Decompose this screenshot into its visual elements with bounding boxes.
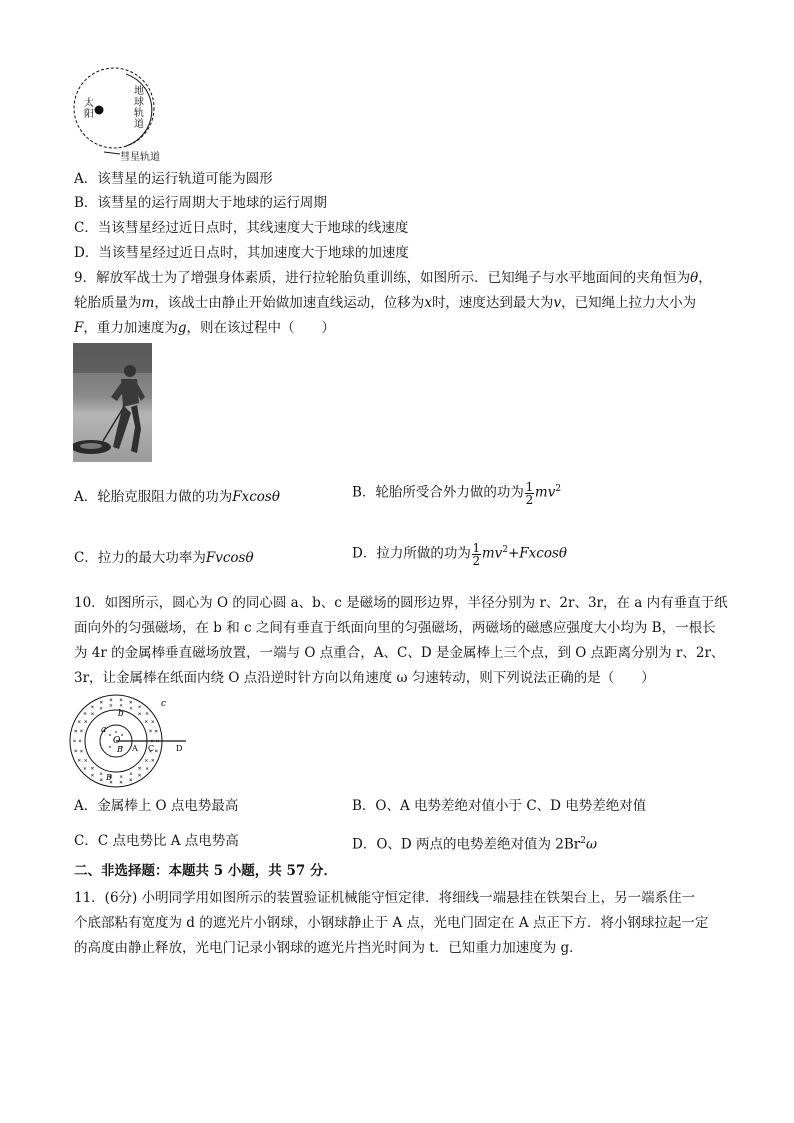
earth-orbit-label	[134, 86, 144, 130]
q9-option-b-square: 2	[555, 484, 562, 494]
q9-option-d-square: 2	[502, 545, 508, 555]
q9-option-d	[352, 541, 567, 567]
q8-option-a: A．该彗星的运行轨道可能为圆形	[74, 171, 273, 187]
field-into-page-mark	[100, 773, 102, 775]
soldier-tire-photo	[73, 343, 152, 462]
q9-text: 轮胎质量为	[74, 295, 142, 311]
field-into-page-mark	[75, 750, 77, 752]
field-into-page-mark	[100, 701, 102, 703]
q11-line1: 11．(6分) 小明同学用如图所示的装置验证机械能守恒定律．将细线一端悬挂在铁架台上，另一端系住一	[74, 890, 696, 906]
q9-option-d-tail: +Fxcosθ	[508, 545, 568, 562]
frac-num: 1	[525, 479, 534, 494]
field-into-page-mark	[138, 774, 140, 776]
field-into-page-mark	[155, 730, 157, 732]
q10-stem-line4: 3r，让金属棒在纸面内绕 O 点沿逆时针方向以角速度 ω 匀速转动，则下列说法正确的是（ ）	[74, 670, 655, 686]
field-into-page-mark	[152, 759, 154, 761]
q9-v: v	[553, 295, 562, 311]
sun-label-line1: 太	[84, 98, 94, 109]
field-into-page-mark	[120, 699, 122, 701]
section-2-heading: 二、非选择题：本题共 5 小题，共 57 分．	[74, 863, 337, 879]
q8-option-c: C．当该彗星经过近日点时，其线速度大于地球的线速度	[74, 220, 409, 236]
field-into-page-mark	[138, 767, 140, 769]
q9-option-a-expr: Fxcosθ	[232, 489, 280, 505]
field-into-page-mark	[91, 706, 93, 708]
q10-option-d-square: 2	[580, 836, 586, 846]
frac-den: 2	[472, 553, 481, 568]
field-into-page-mark	[138, 713, 140, 715]
q9-option-d-text: D．拉力所做的功为	[352, 545, 471, 562]
q10-stem-line3: 为 4r 的金属棒垂直磁场放置，一端与 O 点重合，A、C、D 是金属棒上三个点，到 O 点距离分别为 r、2r、	[74, 645, 725, 661]
field-into-page-mark	[130, 707, 132, 709]
field-into-page-mark	[91, 774, 93, 776]
q10-stem-line1: 10．如图所示，圆心为 O 的同心圆 a、b、c 是磁场的圆形边界，半径分别为 r、2r、3r，在 a 内有垂直于纸	[74, 595, 728, 611]
q10-option-d-text: D．O、D 两点的电势差绝对值为 2Br	[352, 836, 581, 853]
q10-stem-line2: 面向外的匀强磁场，在 b 和 c 之间有垂直于纸面向里的匀强磁场，两磁场的磁感应强度大小均为 B，一根长	[74, 620, 716, 636]
q9-option-d-fraction	[472, 542, 481, 567]
field-into-page-mark	[75, 730, 77, 732]
q9-m: m	[141, 295, 155, 311]
field-into-page-mark	[73, 740, 75, 742]
field-into-page-mark	[78, 721, 80, 723]
fig-label-c: c	[161, 699, 167, 709]
frac-den: 2	[525, 492, 534, 507]
q8-option-d: D．当该彗星经过近日点时，其加速度大于地球的加速度	[74, 245, 409, 261]
q9-g: g	[177, 320, 187, 336]
q10-option-d-omega: ω	[586, 836, 598, 853]
field-into-page-mark	[80, 750, 82, 752]
fig-label-A: A	[132, 744, 138, 753]
q9-F: F	[74, 320, 84, 336]
comet-label-leader	[104, 150, 122, 158]
field-into-page-mark	[130, 773, 132, 775]
field-into-page-mark	[130, 701, 132, 703]
q9-option-b	[352, 480, 561, 506]
field-into-page-mark	[91, 767, 93, 769]
q9-text: ，	[698, 270, 712, 286]
field-into-page-mark	[120, 781, 122, 783]
earth-label-line3: 轨	[134, 108, 144, 119]
q11-line3: 的高度由静止释放，光电门记录小钢球的遮光片挡光时间为 t．已知重力加速度为 g．	[74, 940, 583, 956]
q8-option-b: B．该彗星的运行周期大于地球的运行周期	[74, 195, 327, 211]
sun-label	[84, 98, 94, 120]
q9-option-c	[74, 549, 254, 567]
field-into-page-mark	[85, 759, 87, 761]
q9-option-b-mv: mv	[534, 484, 556, 501]
q10-option-c: C．C 点电势比 A 点电势高	[74, 833, 239, 849]
q9-stem-line3	[74, 319, 335, 337]
fig-label-b: b	[118, 709, 124, 719]
fig-label-C: C	[148, 744, 155, 753]
field-into-page-mark	[91, 713, 93, 715]
field-into-page-mark	[130, 779, 132, 781]
q9-option-a-text: A．轮胎克服阻力做的功为	[74, 489, 233, 505]
field-into-page-mark	[78, 759, 80, 761]
q9-option-c-text: C．拉力的最大功率为	[74, 550, 206, 566]
q9-option-c-expr: Fvcosθ	[205, 550, 254, 566]
q9-option-b-text: B．轮胎所受合外力做的功为	[352, 484, 524, 501]
field-into-page-mark	[100, 779, 102, 781]
fig-label-a: a	[101, 725, 107, 735]
earth-label-line2: 球	[134, 97, 144, 108]
fig-label-D: D	[176, 744, 183, 753]
earth-label-line4: 道	[134, 119, 144, 130]
field-into-page-mark	[152, 721, 154, 723]
field-into-page-mark	[155, 750, 157, 752]
q9-text: 9．解放军战士为了增强身体素质，进行拉轮胎负重训练，如图所示．已知绳子与水平地面间的夹角恒为	[74, 270, 691, 286]
q9-option-a	[74, 488, 280, 506]
field-into-page-mark	[100, 707, 102, 709]
q9-option-b-fraction	[525, 481, 534, 506]
q9-option-d-mv: mv	[481, 545, 503, 562]
q9-text: ，已知绳上拉力大小为	[561, 295, 697, 311]
q10-option-d	[352, 832, 597, 854]
q9-text: 时，速度达到最大为	[431, 295, 554, 311]
comet-orbit-label: 彗星轨道	[120, 152, 160, 163]
field-into-page-mark	[79, 740, 81, 742]
q9-stem-line2	[74, 294, 696, 312]
q9-x: x	[424, 295, 432, 311]
fig-label-B-inner: B	[117, 745, 123, 754]
field-into-page-mark	[110, 699, 112, 701]
field-into-page-mark	[146, 767, 148, 769]
field-into-page-mark	[149, 730, 151, 732]
field-into-page-mark	[84, 712, 86, 714]
field-into-page-mark	[120, 704, 122, 706]
field-into-page-mark	[138, 706, 140, 708]
field-into-page-mark	[146, 712, 148, 714]
q9-theta: θ	[690, 270, 699, 286]
fig-label-O: O	[113, 736, 121, 746]
field-into-page-mark	[120, 775, 122, 777]
field-into-page-mark	[84, 767, 86, 769]
field-into-page-mark	[145, 720, 147, 722]
field-into-page-mark	[85, 720, 87, 722]
field-into-page-mark	[110, 704, 112, 706]
q10-option-b: B．O、A 电势差绝对值小于 C、D 电势差绝对值	[352, 798, 647, 814]
sun-label-line2: 阳	[84, 109, 94, 120]
field-into-page-mark	[145, 759, 147, 761]
earth-label-line1: 地	[134, 86, 144, 97]
q11-line2: 个底部粘有宽度为 d 的遮光片小钢球，小钢球静止于 A 点，光电门固定在 A 点正下方．将小钢球拉起一定	[74, 915, 709, 931]
fig-label-B-outer: B	[106, 773, 112, 782]
q9-stem-line1	[74, 269, 712, 287]
q9-text: ，重力加速度为	[83, 320, 178, 336]
concentric-field-figure	[66, 694, 190, 794]
sun-dot	[95, 106, 104, 115]
q10-option-a: A．金属棒上 O 点电势最高	[74, 798, 239, 814]
frac-num: 1	[472, 540, 481, 555]
field-into-page-mark	[80, 730, 82, 732]
q9-text: ，该战士由静止开始做加速直线运动，位移为	[154, 295, 425, 311]
q9-text: ，则在该过程中（ ）	[186, 320, 336, 336]
